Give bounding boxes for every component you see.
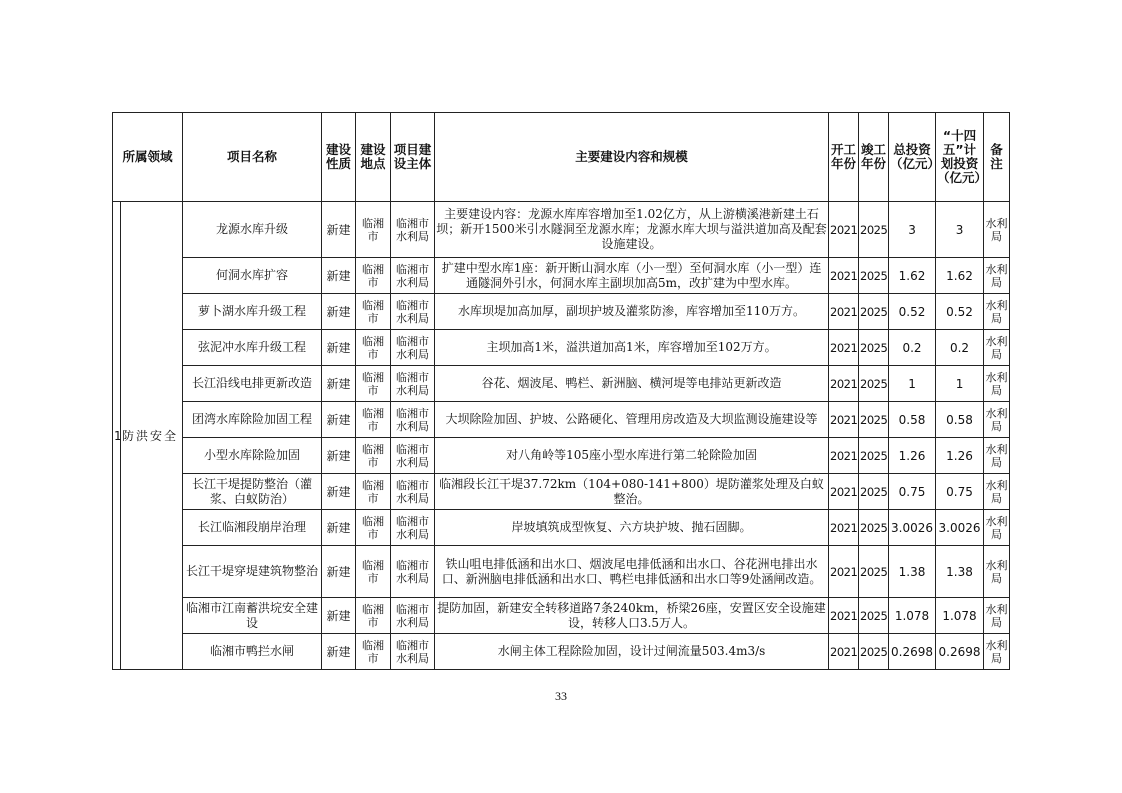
remark-cell: 水利局 [984, 258, 1010, 294]
table-row [113, 510, 1010, 546]
header-owner: 项目建设主体 [391, 113, 435, 202]
start-year-cell: 2021 [829, 598, 859, 634]
nature-cell: 新建 [322, 634, 356, 670]
header-project-name: 项目名称 [183, 113, 322, 202]
project-table [112, 112, 1010, 670]
content-cell: 扩建中型水库1座：新开断山洞水库（小一型）至何洞水库（小一型）连通隧洞外引水，何洞水库主副坝加高5m，改扩建为中型水库。 [435, 258, 829, 294]
owner-cell: 临湘市水利局 [391, 598, 435, 634]
total-investment-cell: 3.0026 [889, 510, 936, 546]
content-cell: 水库坝堤加高加厚，副坝护坡及灌浆防渗，库容增加至110万方。 [435, 294, 829, 330]
end-year-cell: 2025 [859, 366, 889, 402]
header-plan-investment: “十四五”计划投资（亿元） [936, 113, 984, 202]
project-name-cell: 长江沿线电排更新改造 [183, 366, 322, 402]
plan-investment-cell: 0.52 [936, 294, 984, 330]
table-row [113, 202, 1010, 258]
header-domain: 所属领域 [113, 113, 183, 202]
plan-investment-cell: 1.078 [936, 598, 984, 634]
location-cell: 临湘市 [356, 510, 391, 546]
owner-cell: 临湘市水利局 [391, 402, 435, 438]
plan-investment-cell: 1.62 [936, 258, 984, 294]
nature-cell: 新建 [322, 546, 356, 598]
remark-cell: 水利局 [984, 474, 1010, 510]
plan-investment-cell: 1 [936, 366, 984, 402]
location-cell: 临湘市 [356, 634, 391, 670]
end-year-cell: 2025 [859, 402, 889, 438]
remark-cell: 水利局 [984, 438, 1010, 474]
owner-cell: 临湘市水利局 [391, 634, 435, 670]
end-year-cell: 2025 [859, 438, 889, 474]
location-cell: 临湘市 [356, 294, 391, 330]
content-cell: 主要建设内容：龙源水库库容增加至1.02亿方，从上游横溪港新建土石坝；新开1500米引水隧洞至龙源水库；龙源水库大坝与溢洪道加高及配套设施建设。 [435, 202, 829, 258]
table-body [113, 202, 1010, 670]
header-location: 建设地点 [356, 113, 391, 202]
total-investment-cell: 3 [889, 202, 936, 258]
nature-cell: 新建 [322, 402, 356, 438]
project-name-cell: 何洞水库扩容 [183, 258, 322, 294]
content-cell: 岸坡填筑成型恢复、六方块护坡、抛石固脚。 [435, 510, 829, 546]
header-start-year: 开工年份 [829, 113, 859, 202]
remark-cell: 水利局 [984, 598, 1010, 634]
project-name-cell: 长江干堤穿堤建筑物整治 [183, 546, 322, 598]
owner-cell: 临湘市水利局 [391, 330, 435, 366]
owner-cell: 临湘市水利局 [391, 474, 435, 510]
start-year-cell: 2021 [829, 258, 859, 294]
plan-investment-cell: 0.58 [936, 402, 984, 438]
content-cell: 水闸主体工程除险加固，设计过闸流量503.4m3/s [435, 634, 829, 670]
remark-cell: 水利局 [984, 202, 1010, 258]
start-year-cell: 2021 [829, 474, 859, 510]
owner-cell: 临湘市水利局 [391, 202, 435, 258]
content-cell: 铁山咀电排低涵和出水口、烟波尾电排低涵和出水口、谷花洲电排出水口、新洲脑电排低涵和出水口、鸭栏电排低涵和出水口等9处涵闸改造。 [435, 546, 829, 598]
total-investment-cell: 1.62 [889, 258, 936, 294]
project-name-cell: 弦泥冲水库升级工程 [183, 330, 322, 366]
plan-investment-cell: 1.26 [936, 438, 984, 474]
start-year-cell: 2021 [829, 546, 859, 598]
end-year-cell: 2025 [859, 202, 889, 258]
remark-cell: 水利局 [984, 546, 1010, 598]
header-remark: 备注 [984, 113, 1010, 202]
table-row [113, 598, 1010, 634]
total-investment-cell: 0.2698 [889, 634, 936, 670]
nature-cell: 新建 [322, 474, 356, 510]
plan-investment-cell: 0.2698 [936, 634, 984, 670]
content-cell: 大坝除险加固、护坡、公路硬化、管理用房改造及大坝监测设施建设等 [435, 402, 829, 438]
location-cell: 临湘市 [356, 474, 391, 510]
project-name-cell: 小型水库除险加固 [183, 438, 322, 474]
total-investment-cell: 0.75 [889, 474, 936, 510]
project-name-cell: 龙源水库升级 [183, 202, 322, 258]
project-name-cell: 长江干堤提防整治（灌浆、白蚁防治） [183, 474, 322, 510]
start-year-cell: 2021 [829, 294, 859, 330]
plan-investment-cell: 0.75 [936, 474, 984, 510]
content-cell: 临湘段长江干堤37.72km（104+080-141+800）堤防灌浆处理及白蚁整治。 [435, 474, 829, 510]
owner-cell: 临湘市水利局 [391, 294, 435, 330]
location-cell: 临湘市 [356, 202, 391, 258]
start-year-cell: 2021 [829, 402, 859, 438]
project-name-cell: 临湘市鸭拦水闸 [183, 634, 322, 670]
remark-cell: 水利局 [984, 330, 1010, 366]
page-number: 33 [555, 689, 567, 703]
table-row [113, 402, 1010, 438]
remark-cell: 水利局 [984, 402, 1010, 438]
location-cell: 临湘市 [356, 258, 391, 294]
header-total-investment: 总投资（亿元） [889, 113, 936, 202]
nature-cell: 新建 [322, 366, 356, 402]
total-investment-cell: 1.078 [889, 598, 936, 634]
nature-cell: 新建 [322, 258, 356, 294]
content-cell: 提防加固，新建安全转移道路7条240km，桥梁26座，安置区安全设施建设，转移人口3.5万人。 [435, 598, 829, 634]
end-year-cell: 2025 [859, 474, 889, 510]
end-year-cell: 2025 [859, 546, 889, 598]
table-row [113, 546, 1010, 598]
table-row [113, 366, 1010, 402]
owner-cell: 临湘市水利局 [391, 366, 435, 402]
total-investment-cell: 1.26 [889, 438, 936, 474]
nature-cell: 新建 [322, 438, 356, 474]
header-nature: 建设性质 [322, 113, 356, 202]
total-investment-cell: 1 [889, 366, 936, 402]
table-row [113, 438, 1010, 474]
plan-investment-cell: 3.0026 [936, 510, 984, 546]
project-name-cell: 团湾水库除险加固工程 [183, 402, 322, 438]
end-year-cell: 2025 [859, 634, 889, 670]
content-cell: 谷花、烟波尾、鸭栏、新洲脑、横河堤等电排站更新改造 [435, 366, 829, 402]
project-name-cell: 长江临湘段崩岸治理 [183, 510, 322, 546]
owner-cell: 临湘市水利局 [391, 438, 435, 474]
start-year-cell: 2021 [829, 510, 859, 546]
nature-cell: 新建 [322, 330, 356, 366]
end-year-cell: 2025 [859, 294, 889, 330]
location-cell: 临湘市 [356, 366, 391, 402]
group-domain: 防洪安全 [121, 202, 183, 670]
plan-investment-cell: 1.38 [936, 546, 984, 598]
header-end-year: 竣工年份 [859, 113, 889, 202]
location-cell: 临湘市 [356, 330, 391, 366]
start-year-cell: 2021 [829, 366, 859, 402]
nature-cell: 新建 [322, 202, 356, 258]
start-year-cell: 2021 [829, 330, 859, 366]
end-year-cell: 2025 [859, 330, 889, 366]
plan-investment-cell: 0.2 [936, 330, 984, 366]
start-year-cell: 2021 [829, 202, 859, 258]
location-cell: 临湘市 [356, 438, 391, 474]
owner-cell: 临湘市水利局 [391, 510, 435, 546]
content-cell: 主坝加高1米，溢洪道加高1米，库容增加至102万方。 [435, 330, 829, 366]
nature-cell: 新建 [322, 510, 356, 546]
remark-cell: 水利局 [984, 294, 1010, 330]
location-cell: 临湘市 [356, 598, 391, 634]
group-index: 1 [113, 202, 121, 670]
project-name-cell: 萝卜湖水库升级工程 [183, 294, 322, 330]
table-row [113, 634, 1010, 670]
total-investment-cell: 0.2 [889, 330, 936, 366]
location-cell: 临湘市 [356, 402, 391, 438]
end-year-cell: 2025 [859, 258, 889, 294]
remark-cell: 水利局 [984, 366, 1010, 402]
end-year-cell: 2025 [859, 598, 889, 634]
start-year-cell: 2021 [829, 634, 859, 670]
location-cell: 临湘市 [356, 546, 391, 598]
end-year-cell: 2025 [859, 510, 889, 546]
table-row [113, 474, 1010, 510]
table-header-row [113, 113, 1010, 202]
table-row [113, 330, 1010, 366]
content-cell: 对八角岭等105座小型水库进行第二轮除险加固 [435, 438, 829, 474]
plan-investment-cell: 3 [936, 202, 984, 258]
header-content: 主要建设内容和规模 [435, 113, 829, 202]
total-investment-cell: 0.52 [889, 294, 936, 330]
remark-cell: 水利局 [984, 510, 1010, 546]
table-row [113, 258, 1010, 294]
nature-cell: 新建 [322, 294, 356, 330]
remark-cell: 水利局 [984, 634, 1010, 670]
start-year-cell: 2021 [829, 438, 859, 474]
nature-cell: 新建 [322, 598, 356, 634]
table-row [113, 294, 1010, 330]
project-name-cell: 临湘市江南蓄洪垸安全建设 [183, 598, 322, 634]
owner-cell: 临湘市水利局 [391, 546, 435, 598]
total-investment-cell: 0.58 [889, 402, 936, 438]
owner-cell: 临湘市水利局 [391, 258, 435, 294]
total-investment-cell: 1.38 [889, 546, 936, 598]
